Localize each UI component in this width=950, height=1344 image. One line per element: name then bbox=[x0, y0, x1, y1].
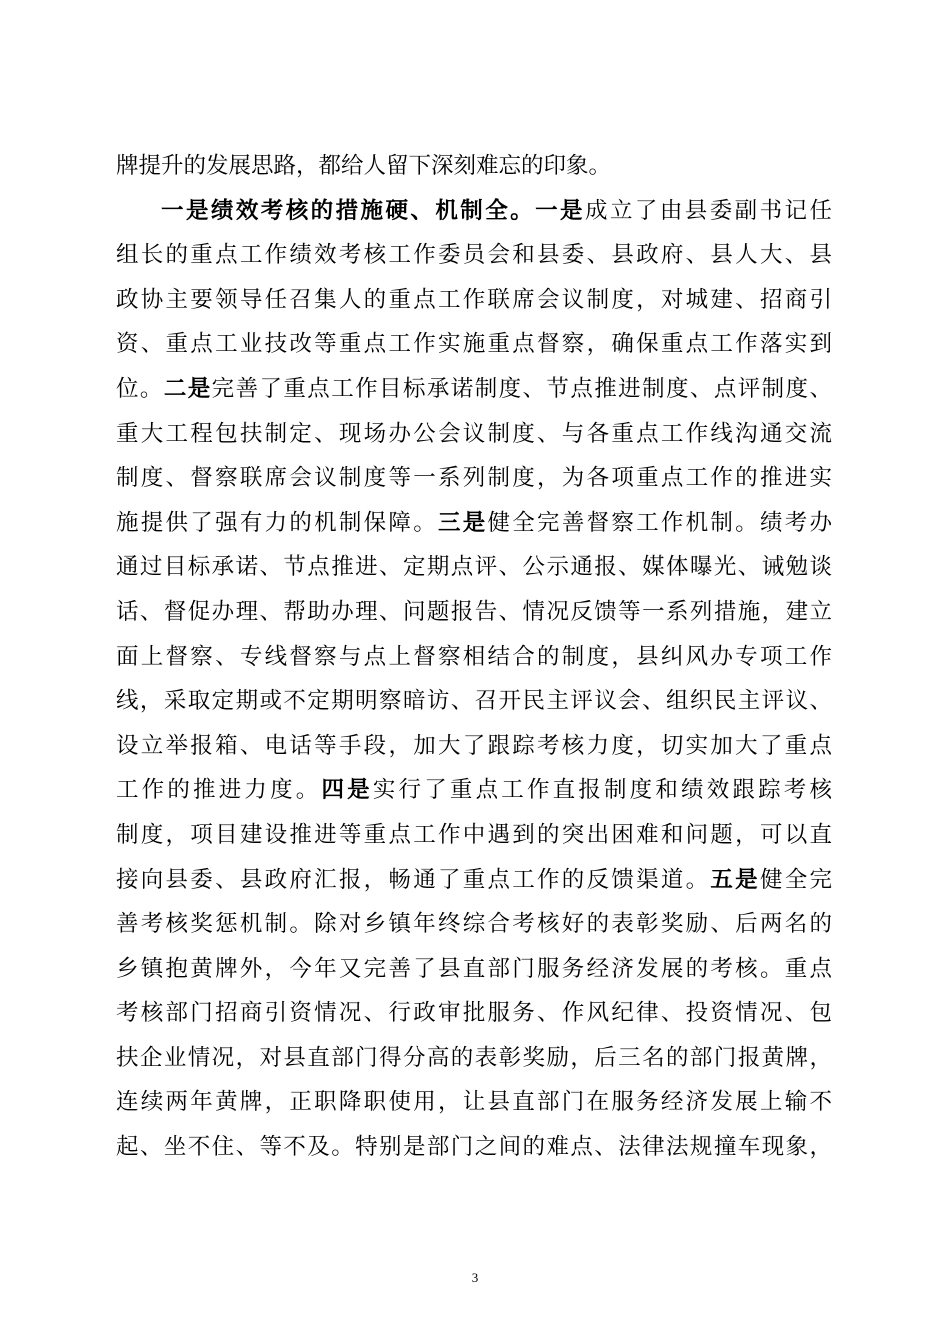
text-line bbox=[116, 189, 832, 234]
text-segment: 考核部门招商引资情况、行政审批服务、作风纪律、投资情况、包 bbox=[116, 1000, 832, 1027]
text-line bbox=[116, 412, 832, 457]
text-line bbox=[116, 991, 832, 1036]
text-line bbox=[116, 233, 832, 278]
text-segment: 善考核奖惩机制。除对乡镇年终综合考核好的表彰奖励、后两名的 bbox=[116, 911, 832, 938]
text-line bbox=[116, 724, 832, 769]
text-segment: 重大工程包扶制定、现场办公会议制度、与各重点工作线沟通交流 bbox=[116, 420, 832, 447]
text-segment: 制度、督察联席会议制度等一系列制度，为各项重点工作的推进实 bbox=[116, 465, 832, 492]
bold-text-segment: 三是 bbox=[437, 509, 488, 536]
text-segment: 实行了重点工作直报制度和绩效跟踪考核 bbox=[372, 777, 832, 804]
bold-text-segment: 五是 bbox=[710, 866, 760, 893]
text-line bbox=[116, 501, 832, 546]
bold-text-segment: 二是 bbox=[163, 375, 212, 402]
text-line bbox=[116, 1036, 832, 1081]
text-segment: 起、坐不住、等不及。特别是部门之间的难点、法律法规撞车现象， bbox=[116, 1134, 832, 1161]
text-segment: 施提供了强有力的机制保障。 bbox=[116, 509, 438, 536]
bold-text-segment: 四是 bbox=[321, 777, 373, 804]
text-line bbox=[116, 456, 832, 501]
text-line bbox=[116, 902, 832, 947]
text-line bbox=[116, 813, 832, 858]
text-segment: 通过目标承诺、节点推进、定期点评、公示通报、媒体曝光、诫勉谈 bbox=[116, 554, 832, 581]
text-line bbox=[116, 635, 832, 680]
text-line bbox=[116, 367, 832, 412]
bold-text-segment: 一是 bbox=[535, 197, 585, 224]
text-segment: 工作的推进力度。 bbox=[116, 777, 322, 804]
text-line bbox=[116, 1125, 832, 1170]
text-segment: 位。 bbox=[116, 375, 164, 402]
text-segment: 健全完 bbox=[759, 866, 832, 893]
text-segment: 成立了由县委副书记任 bbox=[585, 197, 832, 224]
text-segment: 政协主要领导任召集人的重点工作联席会议制度，对城建、招商引 bbox=[116, 286, 832, 313]
page-number: 3 bbox=[471, 1270, 479, 1285]
text-line bbox=[116, 278, 832, 323]
text-segment: 面上督察、专线督察与点上督察相结合的制度，县纠风办专项工作 bbox=[116, 643, 832, 670]
text-segment: 话、督促办理、帮助办理、问题报告、情况反馈等一系列措施，建立 bbox=[116, 598, 832, 625]
text-line bbox=[116, 545, 832, 590]
text-segment: 连续两年黄牌，正职降职使用，让县直部门在服务经济发展上输不 bbox=[116, 1089, 832, 1116]
text-line bbox=[116, 590, 832, 635]
text-segment: 设立举报箱、电话等手段，加大了跟踪考核力度，切实加大了重点 bbox=[116, 732, 832, 759]
text-segment: 扶企业情况，对县直部门得分高的表彰奖励，后三名的部门报黄牌， bbox=[116, 1044, 832, 1071]
text-segment: 组长的重点工作绩效考核工作委员会和县委、县政府、县人大、县 bbox=[116, 242, 832, 269]
text-segment: 接向县委、县政府汇报，畅通了重点工作的反馈渠道。 bbox=[116, 866, 711, 893]
text-line bbox=[116, 679, 832, 724]
text-line bbox=[116, 144, 832, 189]
text-line bbox=[116, 947, 832, 992]
text-segment: 线，采取定期或不定期明察暗访、召开民主评议会、组织民主评议、 bbox=[116, 688, 832, 715]
text-segment: 完善了重点工作目标承诺制度、节点推进制度、点评制度、 bbox=[211, 375, 832, 402]
text-segment: 资、重点工业技改等重点工作实施重点督察，确保重点工作落实到 bbox=[116, 331, 832, 358]
body-text bbox=[116, 144, 832, 1170]
text-line bbox=[116, 768, 832, 813]
text-line bbox=[116, 858, 832, 903]
text-segment: 牌提升的发展思路，都给人留下深刻难忘的印象。 bbox=[116, 153, 612, 179]
bold-text-segment: 一是绩效考核的措施硬、机制全。 bbox=[161, 197, 536, 224]
text-line bbox=[116, 322, 832, 367]
text-segment: 乡镇抱黄牌外，今年又完善了县直部门服务经济发展的考核。重点 bbox=[116, 955, 832, 982]
text-line bbox=[116, 1080, 832, 1125]
text-segment: 健全完善督察工作机制。绩考办 bbox=[487, 509, 832, 536]
text-segment: 制度，项目建设推进等重点工作中遇到的突出困难和问题，可以直 bbox=[116, 821, 832, 848]
